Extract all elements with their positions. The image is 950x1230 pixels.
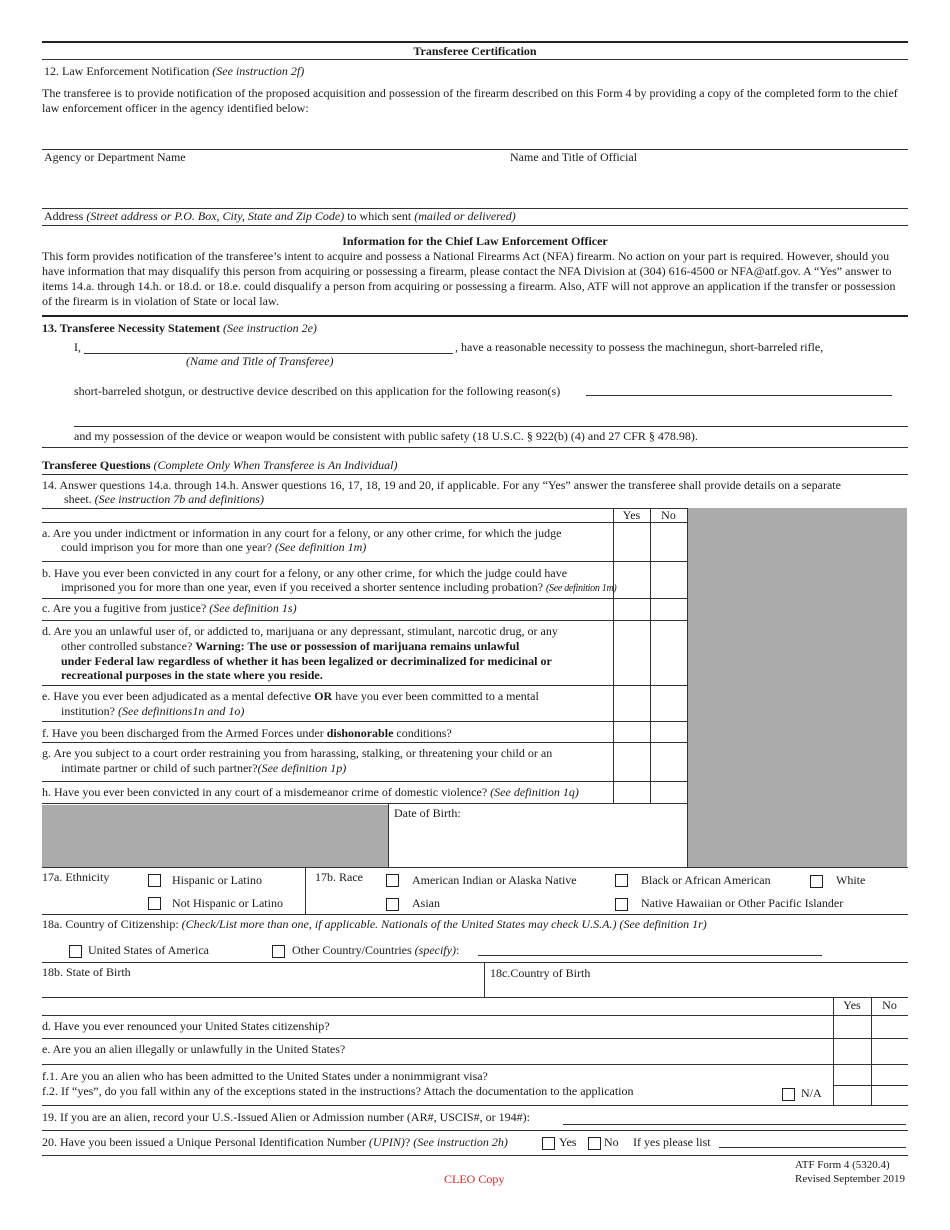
question-20: 20. Have you been issued a Unique Personal Identification Number (UPIN)? (See instruction 2h): [42, 1135, 508, 1149]
rule: [42, 962, 908, 963]
rule: [42, 598, 687, 599]
rule: [42, 225, 908, 226]
hispanic-checkbox[interactable]: [148, 874, 161, 887]
answer-cell-a-no[interactable]: [651, 523, 687, 561]
rule: [42, 781, 687, 782]
copy-label: CLEO Copy: [444, 1172, 505, 1186]
rule: [42, 1130, 908, 1131]
hispanic-label: Hispanic or Latino: [172, 873, 262, 887]
upin-no-label: No: [604, 1135, 619, 1149]
page-title: Transferee Certification: [413, 44, 537, 58]
name-caption: (Name and Title of Transferee): [186, 354, 334, 368]
rule: [42, 315, 908, 317]
answer-cell-18f1-yes[interactable]: [834, 1065, 871, 1085]
col-rule: [388, 803, 389, 867]
rule: [42, 1064, 908, 1065]
cleo-info-heading: Information for the Chief Law Enforcement Officer: [342, 234, 608, 248]
race-label: 17b. Race: [315, 870, 363, 884]
q14-instructions-1: 14. Answer questions 14.a. through 14.h. Answer questions 16, 17, 18, 19 and 20, if applicable. For any “Yes” answer the transferee shall provide details on a separate: [42, 478, 841, 492]
question-19: 19. If you are an alien, record your U.S.-Issued Alien or Admission number (AR#, USCIS#, or 194#):: [42, 1110, 530, 1124]
country-of-birth-field[interactable]: [486, 980, 906, 997]
upin-list-line[interactable]: [719, 1147, 906, 1148]
question-18f1: f.1. Are you an alien who has been admitted to the United States under a nonimmigrant visa?: [42, 1069, 488, 1083]
section-12-body: The transferee is to provide notification of the proposed acquisition and possession of the firearm described on this Form 4 by providing a copy of the completed form to the chief law enforcement officer in the agency identified below:: [42, 86, 898, 115]
necessity-text-2: short-barreled shotgun, or destructive device described on this application for the following reason(s): [74, 384, 561, 398]
answer-cell-a-yes[interactable]: [614, 523, 650, 561]
question-14d-line1: d. Are you an unlawful user of, or addicted to, marijuana or any depressant, stimulant, narcotic drug, or any: [42, 624, 558, 638]
citizenship-label: 18a. Country of Citizenship: (Check/List more than one, if applicable. Nationals of the United States may check U.S.A.) (See definition 1r): [42, 917, 707, 931]
question-14b-line1: b. Have you ever been convicted in any court for a felony, or any other crime, for which the judge could have: [42, 566, 568, 580]
rule: [42, 447, 908, 448]
state-of-birth-label: 18b. State of Birth: [42, 965, 131, 979]
question-14d-line2: other controlled substance? Warning: The use or possession of marijuana remains unlawful: [61, 639, 520, 653]
question-14f: f. Have you been discharged from the Armed Forces under dishonorable conditions?: [42, 726, 452, 740]
na-checkbox[interactable]: [782, 1088, 795, 1101]
question-14c: c. Are you a fugitive from justice? (See definition 1s): [42, 601, 297, 615]
q14-instructions-2: sheet. (See instruction 7b and definitions): [64, 492, 264, 506]
rule: [42, 803, 687, 804]
answer-cell-18e-no[interactable]: [872, 1039, 908, 1064]
section-12-heading: 12. Law Enforcement Notification (See instruction 2f): [44, 64, 305, 78]
rule: [42, 997, 908, 998]
answer-cell-f-yes[interactable]: [614, 722, 650, 742]
answer-cell-18f2-yes[interactable]: [834, 1086, 871, 1105]
answer-cell-f-no[interactable]: [651, 722, 687, 742]
not-hispanic-checkbox[interactable]: [148, 897, 161, 910]
upin-yes-label: Yes: [559, 1135, 577, 1149]
rule: [42, 1015, 908, 1016]
cleo-info-body: This form provides notification of the transferee’s intent to acquire and possess a National Firearms Act (NFA) firearm. No action on your part is required. However, should you have information that may disqualify this person from acquiring or possessing a firearm, please contact the NFA Division at (304) 616-4500 or NFA@atf.gov. A “Yes” answer to items 14.a. through 14.h. or 18.d. or 18.e. could disqualify a person from acquiring or possessing a firearm. Also, ATF will not approve an application if the transfer or possession of the firearm is in violation of State or local law.: [42, 249, 896, 308]
question-18e: e. Are you an alien illegally or unlawfully in the United States?: [42, 1042, 346, 1056]
questions-heading: Transferee Questions (Complete Only When Transferee is An Individual): [42, 458, 398, 472]
answer-cell-e-yes[interactable]: [614, 686, 650, 721]
nhpi-checkbox[interactable]: [615, 898, 628, 911]
rule: [42, 522, 687, 523]
usa-checkbox[interactable]: [69, 945, 82, 958]
answer-cell-18f2-no[interactable]: [872, 1086, 908, 1105]
answer-cell-g-no[interactable]: [651, 743, 687, 781]
rule: [42, 1105, 908, 1106]
answer-cell-e-no[interactable]: [651, 686, 687, 721]
nhpi-label: Native Hawaiian or Other Pacific Islander: [641, 896, 844, 910]
other-country-checkbox[interactable]: [272, 945, 285, 958]
state-of-birth-field[interactable]: [42, 980, 482, 997]
asian-label: Asian: [412, 896, 440, 910]
answer-cell-18d-no[interactable]: [872, 1016, 908, 1038]
shaded-block-left: [42, 805, 388, 867]
usa-label: United States of America: [88, 943, 209, 957]
answer-cell-h-no[interactable]: [651, 782, 687, 803]
upin-yes-checkbox[interactable]: [542, 1137, 555, 1150]
question-18f2: f.2. If “yes”, do you fall within any of the exceptions stated in the instructions? Attach the documentation to the application: [42, 1084, 634, 1098]
revision-date: Revised September 2019: [795, 1173, 905, 1185]
question-14b-line2: imprisoned you for more than one year, even if you received a shorter sentence including probation? (See definition 1m): [61, 580, 617, 594]
rule: [42, 508, 687, 509]
no-header-18: No: [882, 998, 897, 1012]
answer-cell-b-yes[interactable]: [614, 562, 650, 598]
alien-number-line[interactable]: [563, 1124, 906, 1125]
rule: [42, 685, 687, 686]
rule: [42, 1155, 908, 1156]
answer-cell-d-yes[interactable]: [614, 621, 650, 685]
question-14a-line1: a. Are you under indictment or information in any court for a felony, or any other crime, for which the judge: [42, 526, 562, 540]
other-country-line[interactable]: [478, 955, 822, 956]
rule: [42, 620, 687, 621]
necessity-text-1: , have a reasonable necessity to possess the machinegun, short-barreled rifle,: [455, 340, 824, 354]
col-rule: [305, 867, 306, 915]
address-label: Address (Street address or P.O. Box, City, State and Zip Code) to which sent (mailed or delivered): [44, 209, 516, 223]
rule: [42, 59, 908, 60]
na-label: N/A: [801, 1086, 822, 1100]
rule: [42, 561, 687, 562]
ethnicity-label: 17a. Ethnicity: [42, 870, 110, 884]
question-18d: d. Have you ever renounced your United States citizenship?: [42, 1019, 330, 1033]
amind-checkbox[interactable]: [386, 874, 399, 887]
form-number: ATF Form 4 (5320.4): [795, 1159, 890, 1171]
col-rule: [484, 962, 485, 998]
shaded-block-right: [687, 508, 907, 868]
dob-field[interactable]: [390, 822, 686, 866]
question-14h: h. Have you ever been convicted in any court of a misdemeanor crime of domestic violence? (See definition 1q): [42, 785, 579, 799]
answer-cell-c-no[interactable]: [651, 599, 687, 620]
white-label: White: [836, 873, 866, 887]
asian-checkbox[interactable]: [386, 898, 399, 911]
dob-label: Date of Birth:: [394, 806, 461, 820]
question-14e-line2: institution? (See definitions1n and 1o): [61, 704, 245, 718]
answer-cell-b-no[interactable]: [651, 562, 687, 598]
question-14d-line4: recreational purposes in the state where you reside.: [61, 668, 323, 682]
black-checkbox[interactable]: [615, 874, 628, 887]
white-checkbox[interactable]: [810, 875, 823, 888]
rule: [42, 742, 687, 743]
no-header: No: [661, 508, 676, 522]
yes-header-18: Yes: [843, 998, 861, 1012]
top-rule: [42, 41, 908, 43]
other-country-label: Other Country/Countries (specify):: [292, 943, 460, 957]
rule: [42, 914, 908, 915]
i-label: I,: [74, 340, 81, 354]
rule: [42, 474, 908, 475]
necessity-text-3: and my possession of the device or weapon would be consistent with public safety (18 U.S.C. § 922(b) (4) and 27 CFR § 478.98).: [74, 429, 698, 443]
not-hispanic-label: Not Hispanic or Latino: [172, 896, 283, 910]
question-14d-line3: under Federal law regardless of whether it has been legalized or decriminalized for medicinal or: [61, 654, 552, 668]
rule: [42, 1038, 908, 1039]
col-rule: [687, 508, 688, 868]
answer-cell-h-yes[interactable]: [614, 782, 650, 803]
answer-cell-18d-yes[interactable]: [834, 1016, 871, 1038]
official-label: Name and Title of Official: [510, 150, 638, 164]
answer-cell-g-yes[interactable]: [614, 743, 650, 781]
answer-cell-c-yes[interactable]: [614, 599, 650, 620]
rule: [42, 721, 687, 722]
country-of-birth-label: 18c.Country of Birth: [490, 966, 591, 980]
black-label: Black or African American: [641, 873, 771, 887]
answer-cell-18e-yes[interactable]: [834, 1039, 871, 1064]
rule: [42, 867, 908, 868]
section-13-heading: 13. Transferee Necessity Statement (See instruction 2e): [42, 321, 317, 335]
answer-cell-d-no[interactable]: [651, 621, 687, 685]
agency-label: Agency or Department Name: [44, 150, 186, 164]
question-14e-line1: e. Have you ever been adjudicated as a mental defective OR have you ever been committed to a mental: [42, 689, 539, 703]
reason-line-2[interactable]: [74, 426, 908, 427]
yes-header: Yes: [622, 508, 641, 522]
reason-line-1[interactable]: [586, 395, 892, 396]
question-14g-line2: intimate partner or child of such partner?(See definition 1p): [61, 761, 347, 775]
upin-no-checkbox[interactable]: [588, 1137, 601, 1150]
amind-label: American Indian or Alaska Native: [412, 873, 577, 887]
answer-cell-18f1-no[interactable]: [872, 1065, 908, 1085]
question-14g-line1: g. Are you subject to a court order restraining you from harassing, stalking, or threatening your child or an: [42, 746, 553, 760]
question-14a-line2: could imprison you for more than one year? (See definition 1m): [61, 540, 367, 554]
upin-list-label: If yes please list: [633, 1135, 711, 1149]
